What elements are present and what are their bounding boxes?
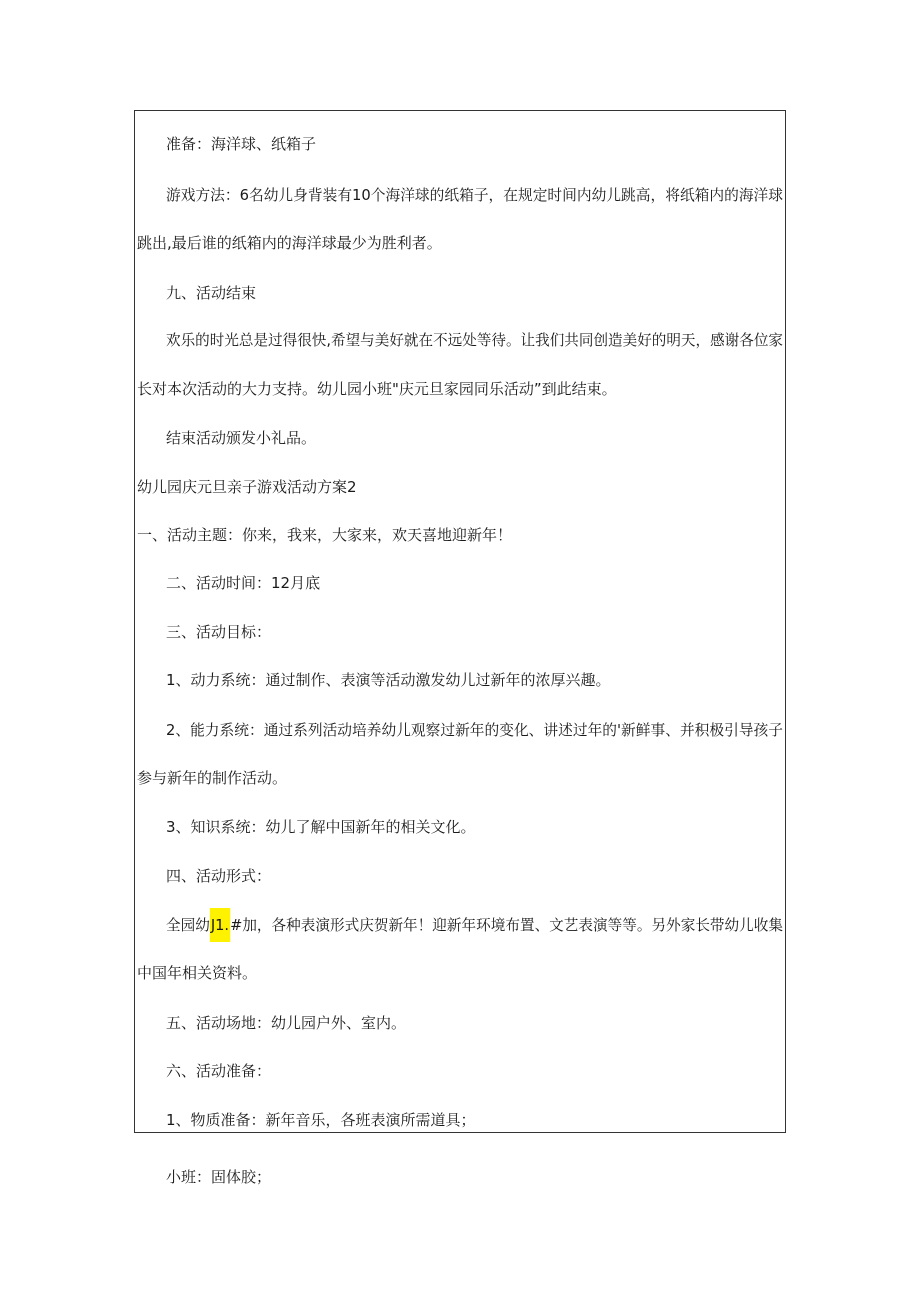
section-heading: 四、活动形式： <box>166 867 272 885</box>
text-line: 小班：固体胶； <box>166 1168 272 1186</box>
text-line: 跳出,最后谁的纸箱内的海洋球最少为胜利者。 <box>137 234 442 252</box>
text-line: 1、动力系统：通过制作、表演等活动激发幼儿过新年的浓厚兴趣。 <box>166 671 611 689</box>
highlighted-text: J1. <box>210 908 230 942</box>
text-line: 1、物质准备：新年音乐，各班表演所需道具； <box>166 1111 476 1129</box>
section-heading: 三、活动目标： <box>166 623 272 641</box>
text-line: 结束活动颁发小礼品。 <box>166 429 317 447</box>
text-line: 中国年相关资料。 <box>137 964 258 982</box>
text-line: 游戏方法：6名幼儿身背装有10个海洋球的纸箱子，在规定时间内幼儿跳高，将纸箱内的海洋球 <box>166 186 783 204</box>
text-segment: 全园幼 <box>166 916 210 934</box>
text-line: 欢乐的时光总是过得很快,希望与美好就在不远处等待。让我们共同创造美好的明天，感谢各位家 <box>166 331 783 349</box>
section-heading: 九、活动结束 <box>166 284 257 302</box>
text-line: 2、能力系统：通过系列活动培养幼儿观察过新年的变化、讲述过年的'新鲜事、并积极引导孩子 <box>166 721 783 739</box>
text-line: 参与新年的制作活动。 <box>137 769 288 787</box>
text-line <box>166 915 783 942</box>
text-line: 长对本次活动的大力支持。幼儿园小班"庆元旦家园同乐活动”到此结束。 <box>137 380 617 398</box>
text-line: 准备：海洋球、纸箱子 <box>166 135 317 153</box>
text-line: 3、知识系统：幼儿了解中国新年的相关文化。 <box>166 818 476 836</box>
section-heading: 五、活动场地：幼儿园户外、室内。 <box>166 1014 407 1032</box>
section-heading: 六、活动准备： <box>166 1062 272 1080</box>
document-title: 幼儿园庆元旦亲子游戏活动方案2 <box>137 478 357 496</box>
text-segment: #加，各种表演形式庆贺新年！迎新年环境布置、文艺表演等等。另外家长带幼儿收集 <box>230 916 784 934</box>
section-heading: 二、活动时间：12月底 <box>166 574 321 592</box>
section-heading: 一、活动主题：你来，我来，大家来，欢天喜地迎新年！ <box>137 526 513 544</box>
